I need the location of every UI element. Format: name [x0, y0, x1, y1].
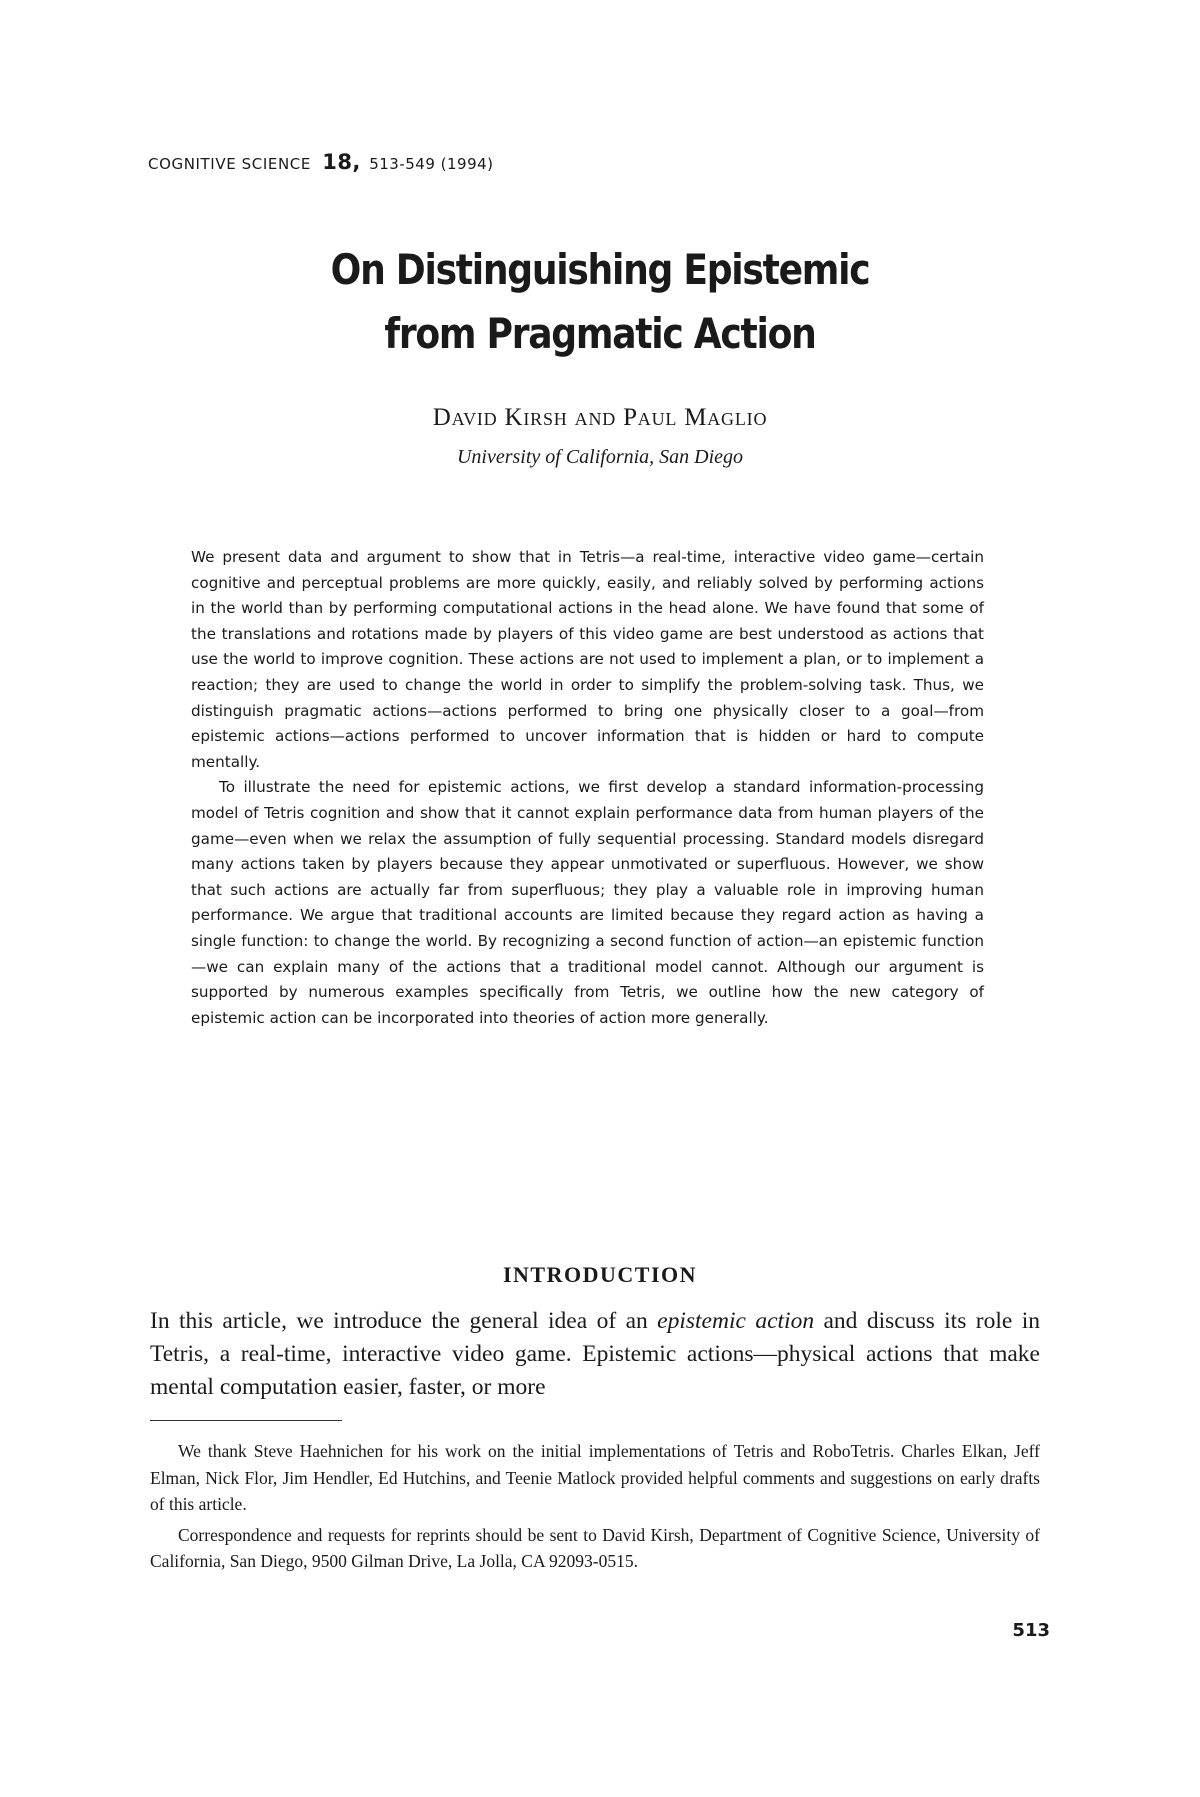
abstract-paragraph-1: We present data and argument to show that in Tetris—a real-time, interactive video game—certain cognitive and perceptual problems are more quickly, easily, and reliably solved by performing actions in the world than by performing computational actions in the head alone. We have found that some of the translations and rotations made by players of this video game are best understood as actions that use the world to improve cognition. These actions are not used to implement a plan, or to implement a reaction; they are used to change the world in order to simplify the problem-solving task. Thus, we distinguish pragmatic actions—actions performed to bring one physically closer to a goal—from epistemic actions—actions performed to uncover information that is hidden or hard to compute mentally.: [191, 548, 984, 771]
footnote-rule: [150, 1420, 342, 1421]
running-head: [148, 150, 494, 174]
abstract-paragraph-2: To illustrate the need for epistemic actions, we first develop a standard information-processing model of Tetris cognition and show that it cannot explain performance data from human players of the game—even when we relax the assumption of fully sequential processing. Standard models disregard many actions taken by players because they appear unmotivated or superfluous. However, we show that such actions are actually far from superfluous; they play a valuable role in improving human performance. We argue that traditional accounts are limited because they regard action as having a single function: to change the world. By recognizing a second function of action—an epistemic function—we can explain many of the actions that a traditional model cannot. Although our argument is supported by numerous examples specifically from Tetris, we outline how the new category of epistemic action can be incorporated into theories of action more generally.: [191, 778, 984, 1027]
intro-emphasis: epistemic action: [657, 1308, 815, 1334]
intro-text-start: In this article, we introduce the general idea of an: [150, 1308, 658, 1334]
footnotes: [150, 1438, 1040, 1579]
journal-pages-year: 513-549 (1994): [369, 155, 494, 173]
title-line-1: On Distinguishing Epistemic: [330, 245, 870, 294]
introduction-body: [150, 1305, 1040, 1404]
footnote-correspondence: Correspondence and requests for reprints should be sent to David Kirsh, Department of Cognitive Science, University of California, San Diego, 9500 Gilman Drive, La Jolla, CA 92093-0515.: [150, 1524, 1040, 1571]
journal-name: COGNITIVE SCIENCE: [148, 155, 311, 173]
author-affiliation: University of California, San Diego: [456, 446, 744, 468]
paper-title: [213, 238, 987, 366]
section-heading-introduction: INTRODUCTION: [502, 1262, 698, 1287]
title-line-2: from Pragmatic Action: [384, 309, 816, 358]
journal-volume: 18,: [322, 150, 361, 174]
page-number: 513: [1012, 1620, 1050, 1641]
introduction-paragraph: [150, 1305, 1040, 1404]
intro-text-end: and discuss its role in Tetris, a real-time, interactive video game. Epistemic actions—physical actions that make mental computation easier, faster, or more: [150, 1308, 1041, 1400]
abstract: [191, 545, 984, 1031]
author-names: David Kirsh and Paul Maglio: [432, 404, 768, 431]
footnote-acknowledgment: We thank Steve Haehnichen for his work on the initial implementations of Tetris and RoboTetris. Charles Elkan, Jeff Elman, Nick Flor, Jim Hendler, Ed Hutchins, and Teenie Matlock provided helpful comments and suggestions on early drafts of this article.: [150, 1441, 1040, 1514]
